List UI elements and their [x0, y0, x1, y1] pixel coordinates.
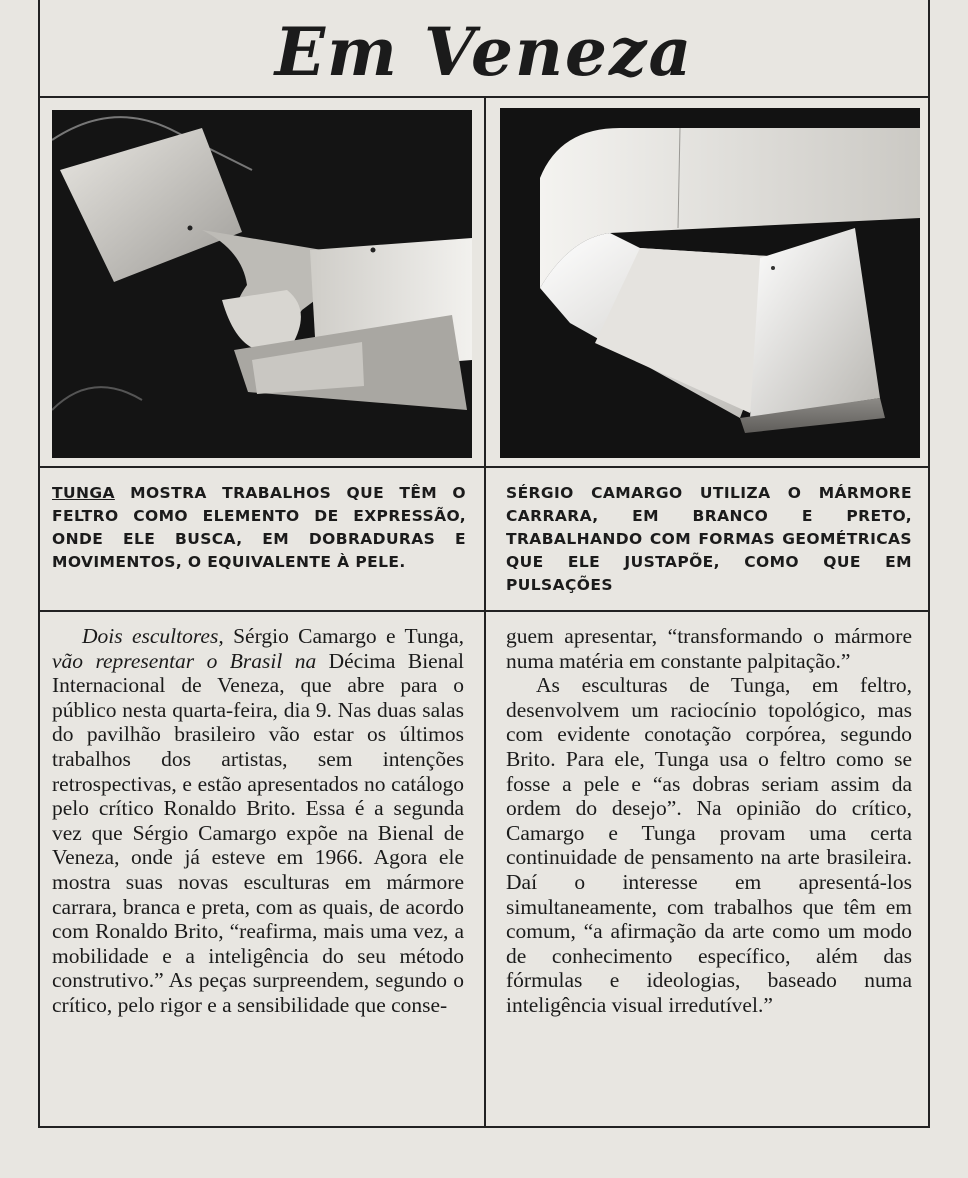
- caption-text: MOSTRA TRABALHOS QUE TÊM O FELTRO COMO ELEMENTO DE EXPRESSÃO, ONDE ELE BUSCA, EM DOBRADURAS E MOVIMENTOS, O EQUIVALENTE À PELE.: [52, 484, 466, 571]
- article-paragraph: As esculturas de Tunga, em feltro, desenvolvem um raciocínio topológico, mas com evidente conotação corpórea, segundo Brito. Para ele, Tunga usa o feltro como se fosse a pele e “as dobras seriam assim da ordem do desejo”. Na opinião do crítico, Camargo e Tunga provam uma certa continuidade de pensamento na arte brasileira. Daí o interesse em apresentá-los simultaneamente, com trabalhos que têm em comum, “a afirmação da arte como um modo de conhecimento específico, além das fórmulas e ideologias, baseado numa inteligência visual irredutível.”: [506, 673, 912, 1017]
- article-text: , vão representar o Brasil na: [52, 624, 464, 673]
- article-text: , que abre para o público nesta quarta-feira, dia 9. Nas duas salas do pavilhão brasileiro vão estar os últimos trabalhos dos artistas, sem intenções retrospectivas, e estão apresentados no catálogo pelo crítico Ronaldo Brito. Essa é a segunda vez que Sérgio Camargo expõe na Bienal de Veneza, onde já esteve em 1966. Agora ele mostra suas novas esculturas em mármore carrara, branca e preta, com as quais, de acordo com Ronaldo Brito, “reafirma, mais uma vez, a mobilidade e a inteligência do seu método construtivo.” As peças surpreendem, segundo o crítico, pelo rigor e a sensibilidade que conse-: [52, 673, 464, 1017]
- column-divider: [484, 98, 486, 1128]
- marble-sculpture-photo: [500, 108, 920, 458]
- article-artists: Sérgio Camargo e Tunga: [233, 624, 459, 648]
- article-paragraph: guem apresentar, “transformando o mármore numa matéria em constante palpitação.”: [506, 624, 912, 673]
- left-caption: [52, 482, 466, 574]
- photo-divider: [38, 466, 930, 468]
- article-left-column: [52, 624, 464, 1018]
- article-lead: Dois escultores,: [82, 624, 234, 648]
- article-title: Em Veneza: [274, 13, 694, 91]
- article-right-column: [506, 624, 912, 1018]
- caption-artist-name: TUNGA: [52, 484, 115, 502]
- title-row: [38, 0, 930, 98]
- article-event: Décima Bienal Internacional de Veneza: [52, 648, 464, 698]
- marble-sculpture-icon: [500, 108, 920, 458]
- right-caption: SÉRGIO CAMARGO UTILIZA O MÁRMORE CARRARA, EM BRANCO E PRETO, TRABALHANDO COM FORMAS GEOMÉTRICAS QUE ELE JUSTAPÕE, COMO QUE EM PULSAÇÕES: [506, 484, 912, 594]
- article-paragraph: [52, 624, 464, 1018]
- felt-sculpture-icon: [52, 110, 472, 458]
- bottom-rule: [38, 1126, 930, 1128]
- caption-divider: [38, 610, 930, 612]
- felt-sculpture-photo: [52, 110, 472, 458]
